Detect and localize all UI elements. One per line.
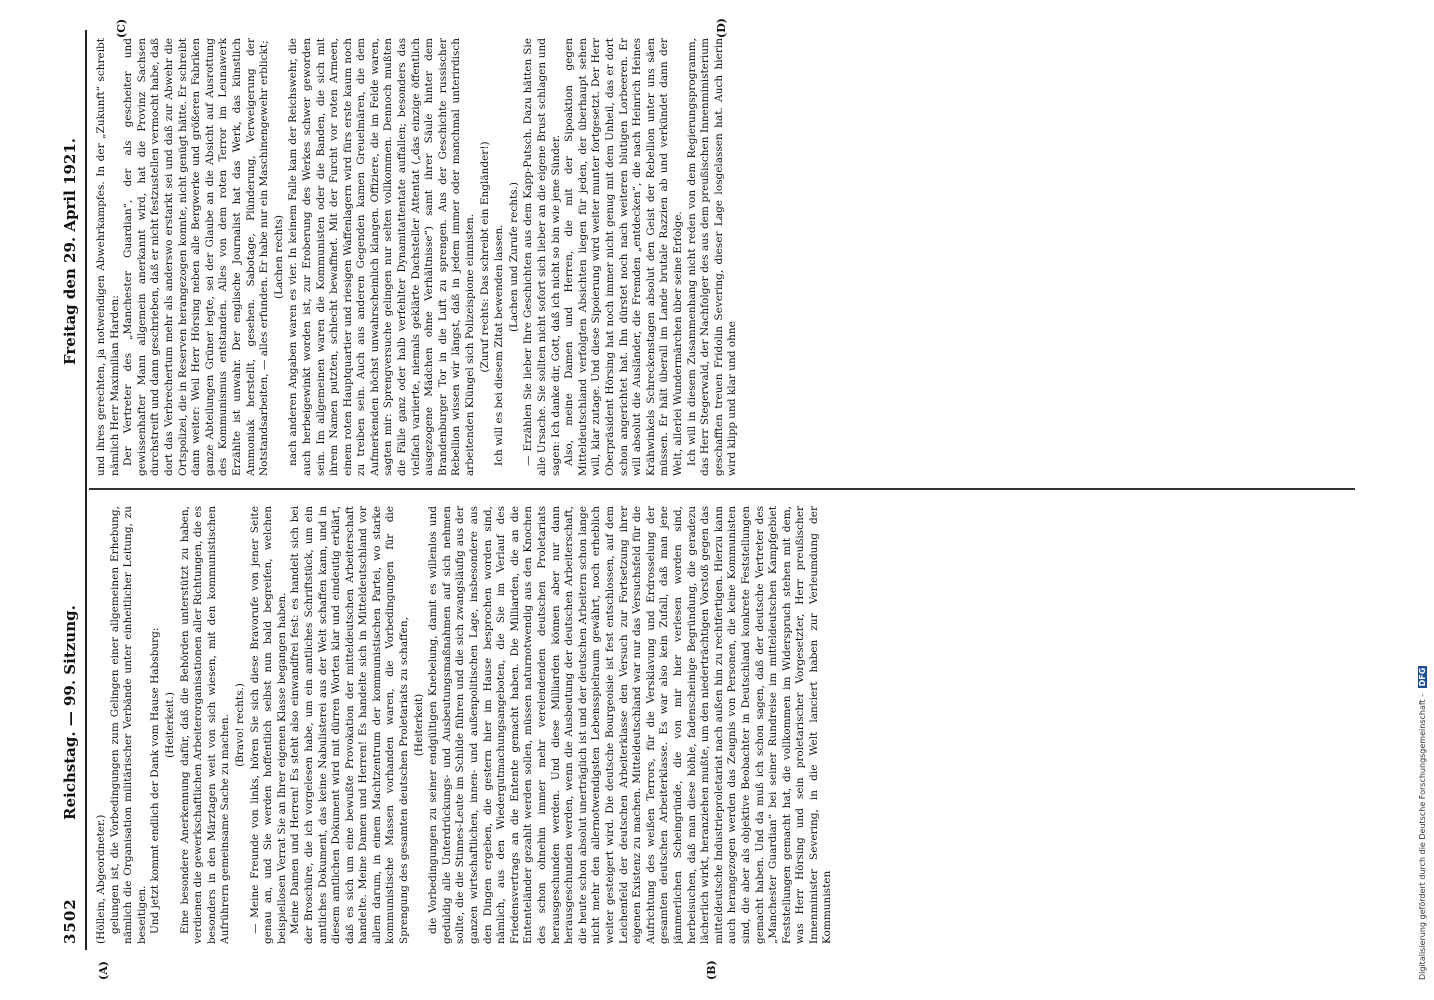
session-date: Freitag den 29. April 1921. (61, 138, 79, 365)
paragraph: Der Vertreter des „Manchester Guardian“, der als gescheiter und gewissenhafter Mann allgemein anerkannt wird, hat die Provinz Sachsen durchstreift und dann geschrieben, daß er nicht festzustellen vermocht habe, daß dort das Verbrechertum mehr als anderswo erstarkt sei und daß zur Abwehr die Ortspolizei, die in Reserven herangezogen konnte, nicht genügt hätte. Er schreibt dann weiter: Weil Herr Hörsing neben alle Bergwerke und größeren Fabriken ganze Abteilungen Grüner legte, sei der Glaube an die Absicht auf Ausrottung des Kommunismus entstanden. Alles von dem roten Terror im Leunawerk Erzählte ist unwahr. Der englische Journalist hat das Werk, das künstlich Ammoniak herstellt, gesehen. Sabotage, Plünderung, Verweigerung der Notstandsarbeiten, — alles erfunden. Er habe nur ein Maschinengewehr erblickt; (122, 38, 271, 476)
interjection: (Lachen rechts) (272, 215, 285, 299)
paragraph: nach anderen Angaben waren es vier. In keinem Falle kam der Reichswehr, die auch herbeigewinkt worden ist, zur Eroberung des Werkes schwer geworden sein. Im allgemeinen waren die Kommunisten oder die Banden, die sich mit ihrem Namen putzten, schlecht bewaffnet. Mit der Furcht vor roten Armeen, einem roten Hauptquartier und riesigen Waffenlagern wird fürs erste kaum noch zu treiben sein. Auch aus anderen Gegenden kamen Greuelmären, die dem Aufmerkenden höchst unwahrscheinlich klangen. Offiziere, die im Felde waren, sagten mir: Sprengversuche gelingen nur selten vollkommen. Dennoch mußten die Fälle ganz oder halb verfehlter Dynamitattentate auffallen; besonders das vielfach variierte, niemals geklärte Dachsteller Attentat („das einzige öffentlich ausgezogene Mädchen ohne Verhältnisse“) samt ihrer Säule hinter dem Brandenburger Tor in die Luft zu sprengen. Aus der Geschichte russischer Rebellion wissen wir längst, daß in jedem immer oder manchmal unterirdisch arbeitenden Klüngel sich Polizeispione einnisten. (287, 38, 477, 476)
paragraph: Also, meine Damen und Herren, die mit der Sipoaktion gegen Mitteldeutschland verfolgten Absichten liegen für jeden, der überhaupt sehen will, klar zutage. Und diese Sipoierung wird weiter munter fortgesetzt. Der Herr Oberpräsident Hörsing hat noch immer nicht genug mit dem Unheil, das er dort schon angerichtet hat. Ihn dürstet noch nach weiteren blutigen Lorbeeren. Er will absolut die Ausländer, die Fremden „entdecken“, die nach Heinrich Heines Krähwinkels Schreckenstagen absolut den Geist der Rebellion unter uns säen müssen. Er hält überall im Lande brutale Razzien ab und verkündet dann der Welt, allerlei Wundermärchen über seine Erfolge. (563, 38, 684, 476)
left-column (95, 506, 1345, 944)
paragraph: Eine besondere Anerkennung dafür, daß die Behörden unterstützt zu haben, verdienen die gewerkschaftlichen Arbeiterorganisationen aller Richtungen, die es besonders in den Märztagen weit von sich wiesen, mit den kommunistischen Aufrührern gemeinsame Sache zu machen. (178, 506, 232, 944)
interjection: (Heiterkeit.) (163, 692, 176, 758)
digitization-text: Digitalisierung gefördert durch die Deutsche Forschungsgemeinschaft - (1418, 693, 1427, 980)
paragraph: Meine Damen und Herren! Es steht also einwandfrei fest: es handelt sich bei der Broschüre, die ich vorgelesen habe, um ein amtliches Schriftstück, um ein amtliches Dokument, das keine Nabulisterei aus der Welt schaffen kann, und in diesem amtlichen Dokument wird mit dürren Worten klar und eindeutig erklärt, daß es sich um eine bewußte Provokation der mitteldeutschen Arbeiterschaft handelte. Meine Damen und Herren! Es handelte sich in Mitteldeutschland vor allem darum, in einem Machtzentrum der kommunistischen Partei, wo starke kommunistische Massen vorhanden waren, die Vorbedingungen für die Sprengung des gesamten deutschen Proletariats zu schaffen, (289, 506, 411, 944)
interjection: (Zuruf rechts: Das schreibt ein Engländer!) (478, 141, 491, 373)
paragraph: die Vorbedingungen zu seiner endgültigen Knebelung, damit es willenlos und geduldig alle Unterdrückungs- und Ausbeutungsmaßnahmen auf sich nehmen sollte, die die Stinnes-Leute im Schilde führen und die sich zwangsläufig aus der ganzen wirtschaftlichen, innen- und außenpolitischen Lage, insbesondere aus den Dingen ergeben, die gestern hier im Hause besprochen worden sind, nämlich, aus den Wiedergutmachungsangeboten, die Sie im Verlauf des Friedensvertrags an die Entente gemacht haben. Die Milliarden, die an die Ententeländer gezahlt werden sollen, müssen naturnotwendig aus den Knochen des schon ohnehin immer mehr verelendenden deutschen Proletariats herausgeschunden werden. Und diese Milliarden können aber nur dann herausgeschunden werden, wenn die Ausbeutung der deutschen Arbeiterschaft, die heute schon absolut unerträglich ist und der deutschen Arbeitern schon lange nicht mehr den allernotwendigsten Lebensspielraum gewährt, noch erheblich weiter gesteigert wird. Die deutsche Bourgeoisie ist fest entschlossen, auf dem Leichenfeld der deutschen Arbeiterklasse den Versuch zur Fortsetzung ihrer eigenen Existenz zu machen. Mitteldeutschland war nur das Versuchsfeld für die Aufrichtung des weißen Terrors, für die Versklavung und Erdrosselung der gesamten deutschen Arbeiterklasse. Es war also kein Zufall, daß man jene jämmerlichen Scheingründe, die von mir hier verlesen worden sind, herbeisuchen, daß man diese höhle, fadenscheinige Begründung, die geradezu lächerlich wirkt, heranziehen mußte, um den niederträchtigen Vorstoß gegen das mitteldeutsche Industrieproletariat nach außen hin zu rechtfertigen. Hierzu kann auch herangezogen werden das Zeugnis von Personen, die keine Kommunisten sind, die aber als objektive Beobachter in Deutschland konkrete Feststellungen gemacht haben. Und da muß ich schon sagen, daß der deutsche Vertreter des „Manchester Guardian“ bei seiner Rundreise im mitteldeutschen Kampfgebiet Feststellungen gemacht hat, die vollkommen im Widerspruch stehen mit dem, was Herr Hörsing und sein proletarischer Vorgesetzter, Herr preußischer Innenminister Severing, in die Welt lanciert haben zur Verleumdung der Kommunisten (427, 506, 834, 944)
margin-marker-c: (C) (115, 18, 128, 38)
header-rule (85, 30, 87, 950)
paragraph: — Erzählen Sie lieber Ihre Geschichten aus dem Kapp-Putsch. Dazu hätten Sie alle Ursache. Sie sollten nicht sofort sich lieber an die eigene Brust schlagen und sagen: Ich danke dir, Gott, daß ich nicht so bin wie jene Sünder. (522, 38, 562, 476)
margin-marker-d: (D) (715, 18, 728, 38)
paragraph: Und jetzt kommt endlich der Dank vom Hause Habsburg: (149, 627, 162, 934)
interjection: (Heiterkeit) (412, 693, 425, 757)
dfg-logo: DFG (1418, 667, 1427, 687)
interjection: (Bravo! rechts.) (233, 683, 246, 767)
margin-marker-b: (B) (705, 960, 718, 980)
paragraph: und ihres gerechten, ja notwendigen Abwehrkampfes. In der „Zukunft“ schreibt nämlich Herr Maximilian Harden: (95, 38, 121, 476)
paragraph: gelungen ist, die Vorbedingungen zum Gelingen einer allgemeinen Erhebung, nämlich die Organisation militärischer Verbände unter einheitlicher Leitung, zu beseitigen. (108, 506, 148, 944)
page-number: 3502 (61, 898, 79, 944)
paragraph: Ich will es bei diesem Zitat bewenden lassen. (493, 224, 506, 466)
session-title: Reichstag. — 99. Sitzung. (61, 605, 79, 820)
right-column (95, 38, 1345, 476)
paragraph: — Meine Freunde von links, hören Sie sich diese Bravorufe von jener Seite genau an, und Sie werden hoffentlich selbst nun bald begreifen, welchen beispiellosen Verrat Sie an Ihrer eigenen Klasse begangen haben. (248, 506, 288, 944)
interjection: (Lachen und Zurufe rechts.) (507, 181, 520, 333)
margin-marker-a: (A) (97, 961, 110, 980)
page-header (55, 30, 89, 950)
digitization-notice (1416, 10, 1432, 990)
paragraph: (Höllein, Abgeordneter.) (95, 814, 107, 944)
document-page (55, 18, 1355, 980)
paragraph: Ich will in diesem Zusammenhang nicht reden von dem Regierungsprogramm, das Herr Stegerwald, der Nachfolger des aus dem preußischen Innenministerium geschafften treuen Fridolin Severing, dieser Lage losgelassen hat. Auch hierin wird klipp und klar und ohne (685, 38, 739, 476)
column-divider (89, 489, 1355, 491)
